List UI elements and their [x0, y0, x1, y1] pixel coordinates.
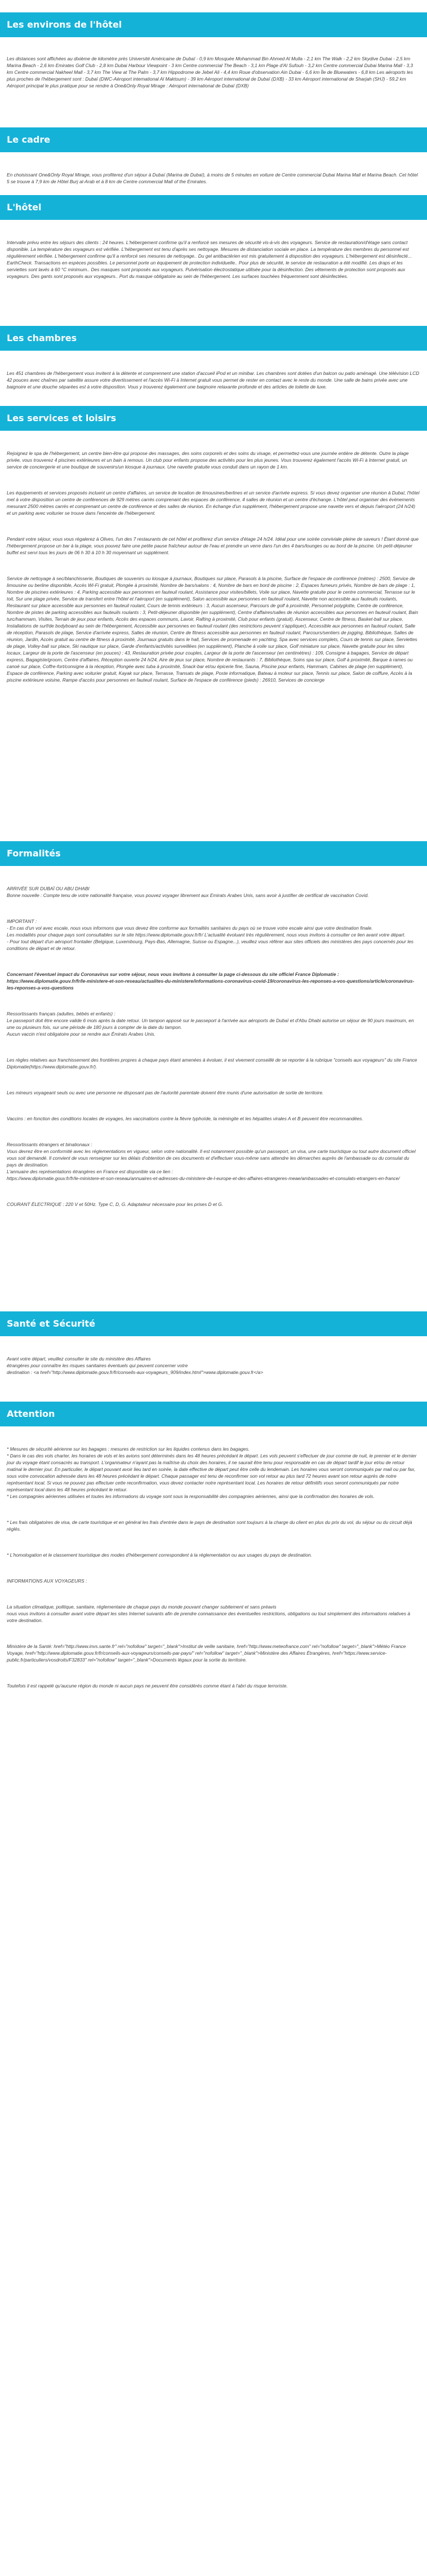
paragraph: COURANT ÉLECTRIQUE : 220 V et 50Hz. Type C, D, G. Adaptateur nécessaire pour les prises D et G. — [7, 1201, 223, 1207]
paragraph: Toutefois il est rappelé qu'aucune région du monde ni aucun pays ne peuvent être considérés comme étant à l'abri du risque terroriste. — [7, 1683, 288, 1689]
paragraph: IMPORTANT : - En cas d'un vol avec escale, nous vous informons que vous devez être conforme aux formalités sanitaires du pays où se trouve votre escale ainsi que votre destination finale. Les modalités pour chaque pays sont consultables sur le site https://www.diplomatie.gouv.fr/fr/ L'actualité évoluant très régulièrement, nous vous invitons à consulter ce lien avant votre départ. - Pour tout départ d'un aéroport frontalier (Belgique, Luxembourg, Pays-Bas, Allemagne, Suisse ou Espagne...), veuillez vous référer aux sites officiels des ministères des pays concernés pour les conditions de départ et de retour. — [7, 918, 413, 951]
paragraph: Service de nettoyage à sec/blanchisserie, Boutiques de souvenirs ou kiosque à journaux, Boutiques sur place, Parasols à la piscine, Surface de l'espace de conférence (mètres) : 2500, Service de limousine ou berline disponible, Accès Wi-Fi gratuit, Plongée à proximité, Nombre de bars/salons : 4, Nombre de bars en bord de piscine : 2, Espaces fumeurs privés, Nombre de bars de plage : 1, Nombre de piscines extérieures : 4, Parking accessible aux personnes en fauteuil roulant, Assistance pour visites/billets, Voile sur place, Navette gratuite pour le centre commercial, Terrasse sur le toit, Sur une plage privée, Service de transfert entre l'hôtel et l'aéroport (en supplément), Salon accessible aux personnes en fauteuil roulant, Navette non accessible aux fauteuils roulants, Restaurant sur place accessible aux personnes en fauteuil roulant, Cours de tennis extérieurs : 3, Aucun ascenseur, Parcours de golf à proximité, Personnel polyglotte, Centre de conférence, Nombre de pistes de parking accessibles aux fauteuils roulants : 3, Petit-déjeuner disponible (en supplément), Centre d'affaires/salles de réunion accessibles aux personnes en fauteuil roulant, Bain turc/hammam, Visites, Terrain de jeux pour enfants, Accès des espaces communs, Lavoir, Rafting à proximité, Club pour enfants (gratuit), Ascenseur, Centre de fitness, Basket-ball sur place, Installations de surf/de bodyboard au sein de l'hébergement, Accessible aux personnes en fauteuil roulant (des restrictions peuvent s'appliquer), Accessible aux personnes en fauteuil roulant, Salle de réception, Parasols de plage, Service d'arrivée express, Salles de réunion, Centre de fitness accessible aux personnes en fauteuil roulant, Parcours/sentiers de jogging, Bibliothèque, Salles de réunion, Jardin, Accès gratuit au centre de fitness à proximité, Journaux gratuits dans le hall, Services de promenade en yachting, Spa avec services complets, Cours de tennis sur place, Serviettes de plage, Volley-ball sur place, Ski nautique sur place, Garde d'enfants/activités surveillées (en supplément), Planche à voile sur place, Golf miniature sur place, Navette gratuite pour les sites locaux, Largeur de la porte de l'ascenseur (en pouces) : 43, Restauration privée pour couples, Largeur de la porte de l'ascenseur (en centimètres) : 109, Consigne à bagages, Service de départ express, Bagagiste/groom, Centre d'affaires, Réception ouverte 24 h/24, Aire de jeux sur place, Nombre de restaurants : 7, Bibliothèque, Soins spa sur place, Golf à proximité, Barque à rames ou canoë sur place, Coffre-fort/consigne à la réception, Plongée avec tuba à proximité, Snack-bar et/ou épicerie fine, Sauna, Piscine pour enfants, Hammam, Cabines de plage (en supplément), Espace de conférence, Parking avec voiturier gratuit, Kayak sur place, Terrasse, Transats de plage, Poste informatique, Bateau à moteur sur place, Tennis sur place, Salon de coiffure, Accès à la piscine extérieure voisine, Rampe d'accès pour personnes en fauteuil roulant, Surface de l'espace de conférence (pieds) : 26910, Services de concierge — [7, 576, 420, 683]
paragraph: Les distances sont affichées au dixième de kilomètre près Université Américaine de Dubaï - 0,9 km Mosquée Mohammad Bin Ahmed Al Mulla - 2,1 km The Walk - 2,2 km Skydive Dubai - 2,5 km Marina Beach - 2,6 km Emirates Golf Club - 2,8 km Dubai Harbour Viewpoint - 3 km Centre commercial The Beach - 3,1 km Plage d'Al Sufouh - 3,2 km Centre commercial Dubai Marina Mall - 3,3 km Centre commercial Nakheel Mall - 3,7 km The View at The Palm - 3,7 km Hippodrome de Jebel Ali - 4,4 km Roue d'observation Ain Dubai - 6,6 km Île de Bluewaters - 6,8 km Les aéroports les plus proches de l'hébergement sont : Dubaï (DWC-Aéroport international Al Maktoum) - 39 km Aéroport international de Dubaï (DXB) - 33 km Aéroport international de Sharjah (SHJ) - 59,2 km Aéroport principal le plus pratique pour se rendre à One&Only Royal Mirage : Aéroport international de Dubaï (DXB) — [7, 56, 415, 89]
paragraph: Avant votre départ, veuillez consulter le site du ministère des Affaires étrangères pour connaître les risques sanitaires éventuels qui peuvent concerner votre destination : <a href="http://www.diplomatie.gouv.fr/fr/conseils-aux-voyageurs_909/index.html">www.diplomatie.gouv.fr</a> — [7, 1356, 264, 1375]
section-banner-services — [0, 406, 427, 431]
section-banner-environs — [0, 12, 427, 37]
section-body-environs — [7, 42, 420, 101]
section-title: Le cadre — [7, 134, 51, 145]
paragraph: Intervalle prévu entre les séjours des clients : 24 heures. L'hébergement confirme qu'il a renforcé ses mesures de sécurité vis-à-vis des voyageurs. Service de restauration/d'étage sans contact disponible. La température des voyageurs est vérifiée. L'hébergement est tenu d'après ses nettoyage. Mesures de distanciation sociale en place. La température des membres du personnel est régulièrement vérifiée. L'hébergement confirme qu'il a renforcé ses mesures de nettoyage.. Du gel antibactérien est mis gratuitement à disposition des voyageurs. L'hébergement est désinfecté... EarthCheck. Transactions en espèces possibles. Le personnel porte un équipement de protection individuelle.. Pour plus de sécurité, le service de restauration a été modifié. Les draps et les serviettes sont lavés à 60 °C minimum.. Des masques sont proposés aux voyageurs. Pulvérisation électrostatique utilisée pour la désinfection. Des vêtements de protection sont proposés aux voyageurs. Des gants sont proposés aux voyageurs.. Port du masque obligatoire au sein de l'hébergement. Les surfaces touchées fréquemment sont désinfectées. — [7, 240, 413, 279]
section-banner-attention — [0, 1402, 427, 1426]
section-banner-chambres — [0, 326, 427, 351]
section-body-sante — [7, 1342, 420, 1388]
section-title: Formalités — [7, 848, 61, 859]
paragraph: Les 451 chambres de l'hébergement vous invitent à la détente et comprennent une station d'accueil iPod et un minibar. Les chambres sont dotées d'un balcon ou patio aménagé. Une télévision LCD 42 pouces avec chaînes par satellite assure votre divertissement et l'accès Wi-Fi à Internet gratuit vous permet de rester en contact avec le reste du monde. Une salle de bains privée avec une baignoire et une douche séparées est à votre disposition. Vous y trouverez également une baignoire relaxante profonde et des articles de toilette de luxe. — [7, 370, 421, 390]
section-title: L'hôtel — [7, 202, 42, 213]
paragraph: INFORMATIONS AUX VOYAGEURS : — [7, 1578, 87, 1584]
paragraph: Ministère de la Santé: href="http://www.invs.sante.fr" rel="nofollow" target="_blank">Institut de veille sanitaire, href="http://www.meteofrance.com" rel="nofollow" target="_blank">Météo France Voyage, href="http://www.diplomatie.gouv.fr/fr/conseils-aux-voyageurs/conseils-par-pays/" rel="nofollow" target="_blank">Ministère des Affaires Étrangères, href="https://www.service-public.fr/particuliers/vosdroits/F32833" rel="nofollow" target="_blank">Documents légaux pour la sortie du territoire. — [7, 1643, 407, 1663]
paragraph: Concernant l'éventuel impact du Coronavirus sur votre séjour, nous vous invitons à consulter la page ci-dessous du site officiel France Diplomatie : https://www.diplomatie.gouv.fr/fr/le-ministere-et-son-reseau/actualites-du-ministere/informations-coronavirus-covid-19/coronavirus-les-reponses-a-vos-questions/article/coronavirus-les-reponses-a-vos-questions — [7, 971, 415, 991]
section-body-formalites — [7, 872, 420, 1220]
paragraph: Ressortissants étrangers et binationaux : Vous devrez être en conformité avec les réglementations en vigueur, selon votre nationalité. Il est notamment possible qu'un passeport, un visa, une carte touristique ou tout autre document officiel vous soit demandé. Il convient de vous renseigner sur les délais d'obtention de ces documents et d'effectuer vous-même sans attendre les démarches auprès de l'ambassade ou du consulat du pays de destination. L'annuaire des représentations étrangères en France est disponible via ce lien : https://www.diplomatie.gouv.fr/fr/le-ministere-et-son-reseau/annuaires-et-adresses-du-ministere-de-l-europe-et-des-affaires-etrangeres-meae/ambassades-et-consulats-etrangers-en-france/ — [7, 1142, 416, 1181]
paragraph: Pendant votre séjour, vous vous régalerez à Olives, l'un des 7 restaurants de cet hôtel et profiterez d'un service d'étage 24 h/24. Idéal pour une soirée conviviale pleine de saveurs ! Étant donné que l'hébergement propose un bar à la plage, vous pouvez faire une petite pause fraîcheur autour de l'eau et prendre un verre dans l'un des 4 bars/lounges ou au bord de la piscine. Un petit-déjeuner buffet est servi tous les jours de 06 h 30 à 10 h 30 moyennant un supplément. — [7, 536, 420, 555]
section-title: Attention — [7, 1408, 55, 1419]
section-banner-sante — [0, 1311, 427, 1336]
paragraph: * Mesures de sécurité aérienne sur les bagages : mesures de restriction sur les liquides contenus dans les bagages. * Dans le cas des vols charter, les horaires de vols et les avions sont déterminés dans les 48 heures précédant le départ. Les vols peuvent s'effectuer de jour comme de nuit, le premier et le dernier jour du voyage étant consacrés au transport. L'organisateur n'ayant pas la maîtrise du choix des horaires, il ne saurait être tenu pour responsable en cas de départ tardif le jour et/ou de retour matinal le dernier jour. En particulier, le départ pouvant avoir lieu tard en soirée, la date effective de départ peut être celle du lendemain. Les horaires vous seront communiqués par mail ou par fax, sous votre convocation adressée dans les 48 heures précédant le départ. Chaque passager est tenu de reconfirmer son vol retour au plus tard 72 heures avant son retour auprès de notre représentant local. Si vous ne pouvez pas effectuer cette reconfirmation, vous devez contacter notre représentant local. Les horaires de retour définitifs vous seront communiqués par notre représentant local dans les 48 heures précédant le retour. * Les compagnies aériennes utilisées et toutes les informations du voyage sont sous la responsabilité des compagnies aériennes, ainsi que la confirmation des horaires de vols. — [7, 1446, 417, 1499]
paragraph: La situation climatique, politique, sanitaire, réglementaire de chaque pays du monde pouvant changer subitement et sans préavis nous vous invitons à consulter avant votre départ les sites Internet suivants afin de prendre connaissance des éventuelles restrictions, obligations ou tout simplement des informations relatives à votre destination. — [7, 1604, 410, 1623]
section-body-hotel — [7, 226, 420, 292]
paragraph: Les équipements et services proposés incluent un centre d'affaires, un service de location de limousines/berlines et un service d'arrivée express. Si vous devez organiser une réunion à Dubaï, l'hôtel met à votre disposition un centre de conférences de 929 mètres carrés comprenant des espaces de conférence, 4 salles de réunion et un centre d'échange. L'hôtel peut organiser des événements mesurant 2500 mètres carrés et comprenant un centre de conférence et des salles de réunion. En échange d'un supplément, l'hébergement propose une navette vers et depuis l'aéroport (24 h/24) et un parking avec voiturier se trouve dans l'enceinte de l'hébergement. — [7, 490, 421, 516]
section-body-cadre — [7, 158, 420, 197]
paragraph: Les mineurs voyageant seuls ou avec une personne ne disposant pas de l'autorité parentale doivent être munis d'une autorisation de sortie de territoire. — [7, 1090, 324, 1095]
paragraph: ARRIVÉE SUR DUBAÏ OU ABU DHABI Bonne nouvelle : Compte tenu de votre nationalité française, vous pouvez voyager librement aux Emirats Arabes Unis, sans avoir à justifier de certificat de vaccination Covid. — [7, 886, 369, 898]
paragraph: * Les frais obligatoires de visa, de carte touristique et en général les frais d'entrée dans le pays de destination sont toujours à la charge du client en plus du prix du vol, du séjour ou du circuit déjà réglés. — [7, 1519, 413, 1532]
paragraph: Vaccins : en fonction des conditions locales de voyages, les vaccinations contre la fièvre typhoïde, la méningite et les hépatites virales A et B peuvent être recommandées. — [7, 1116, 363, 1121]
section-banner-formalites — [0, 841, 427, 866]
paragraph: Les règles relatives aux franchissement des frontières propres à chaque pays étant amenées à évoluer, il est vivement conseillé de se reporter à la rubrique "conseils aux voyageurs" du site France Diplomatie(https://www.diplomatie.gouv.fr/). — [7, 1057, 419, 1070]
paragraph: Rejoignez le spa de l'hébergement, un centre bien-être qui propose des massages, des soins corporels et des soins du visage, et permettez-vous une journée entière de détente. Outre la plage privée, vous trouverez 4 piscines extérieures et un bain à remous. Un club pour enfants propose des activités pour les plus jeunes. Vous trouverez également l'accès Wi-Fi à Internet gratuit, un service de conciergerie et une boutique de souvenirs/un kiosque à journaux. Une navette gratuite vous conduit dans un rayon de 1 km. — [7, 450, 410, 470]
paragraph: En choisissant One&Only Royal Mirage, vous profiterez d'un séjour à Dubaï (Marina de Dubaï), à moins de 5 minutes en voiture de Centre commercial Dubai Marina Mall et Marina Beach. Cet hôtel 5 se trouve à 7,9 km de Hôtel Burj al-Arab et à 8 km de Centre commercial Mall of the Emirates. — [7, 172, 419, 184]
section-title: Les environs de l'hôtel — [7, 19, 122, 30]
section-title: Les services et loisirs — [7, 413, 117, 423]
section-body-services — [7, 436, 420, 696]
section-title: Les chambres — [7, 333, 77, 343]
section-title: Santé et Sécurité — [7, 1318, 95, 1329]
section-banner-hotel — [0, 195, 427, 220]
section-body-chambres — [7, 356, 420, 403]
section-body-attention — [7, 1432, 420, 1702]
paragraph: Ressortissants français (adultes, bébés et enfants) : Le passeport doit être encore valide 6 mois après la date retour. Un tampon apposé sur le passeport à l'arrivée aux aéroports de Dubaï et d'Abu Dhabi autorise un séjour de 90 jours maximum, en une ou plusieurs fois, sur une période de 180 jours à compter de la date du tampon. Aucun vaccin n'est obligatoire pour se rendre aux Émirats Arabes Unis. — [7, 1011, 414, 1037]
paragraph: * L'homologation et le classement touristique des modes d'hébergement correspondent à la réglementation ou aux usages du pays de destination. — [7, 1552, 312, 1558]
section-banner-cadre — [0, 127, 427, 152]
